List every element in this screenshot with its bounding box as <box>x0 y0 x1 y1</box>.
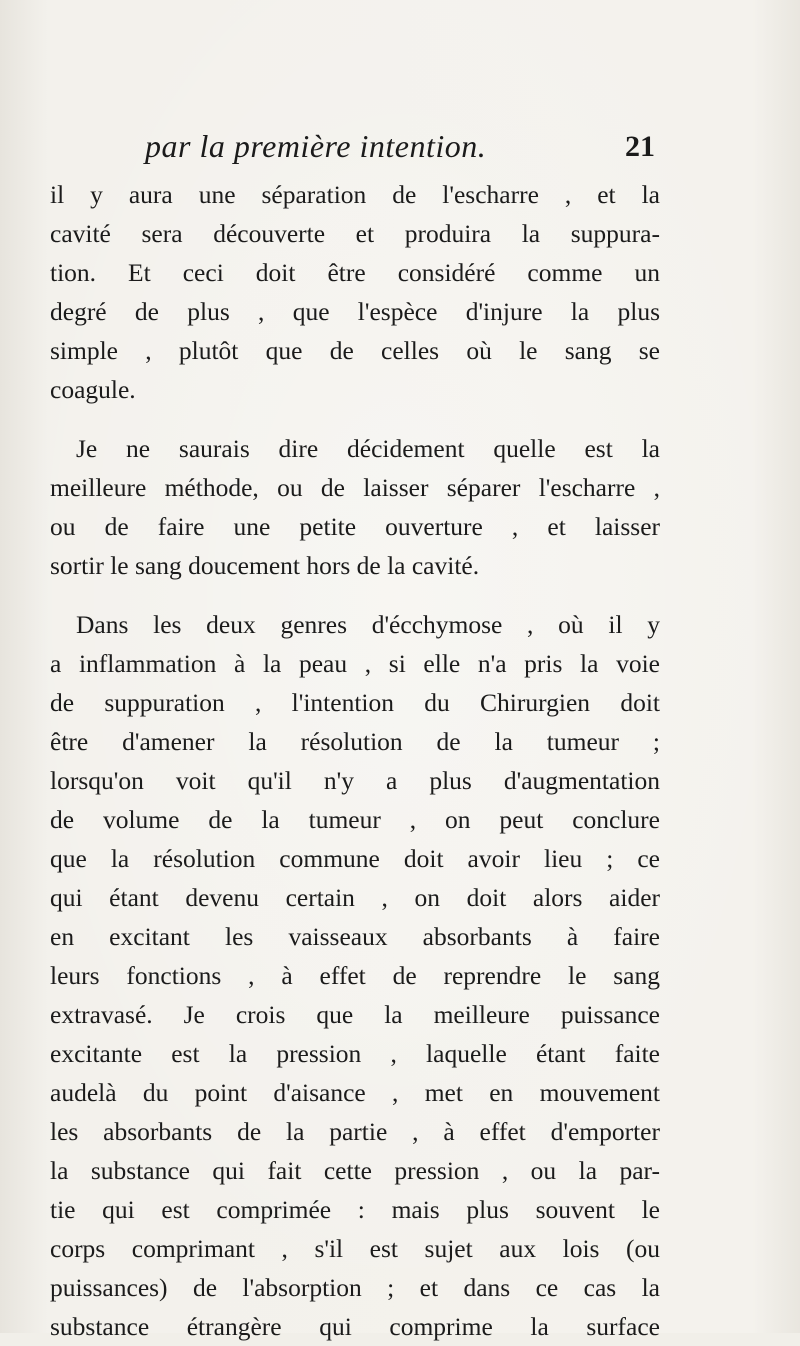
text-line: meilleure méthode, ou de laisser séparer l'escharre , <box>50 473 660 502</box>
text-line: excitante est la pression , laquelle étant faite <box>50 1039 660 1068</box>
text-line: puissances) de l'absorption ; et dans ce cas la <box>50 1273 660 1302</box>
text-line: Dans les deux genres d'écchymose , où il y <box>76 610 660 639</box>
body-text <box>50 175 660 1346</box>
text-line: être d'amener la résolution de la tumeur ; <box>50 727 660 756</box>
text-line: que la résolution commune doit avoir lieu ; ce <box>50 844 660 873</box>
text-line: degré de plus , que l'espèce d'injure la plus <box>50 297 660 326</box>
text-line: en excitant les vaisseaux absorbants à faire <box>50 922 660 951</box>
running-head <box>145 128 655 172</box>
text-line: de suppuration , l'intention du Chirurgien doit <box>50 688 660 717</box>
text-line: extravasé. Je crois que la meilleure puissance <box>50 1000 660 1029</box>
text-line: qui étant devenu certain , on doit alors aider <box>50 883 660 912</box>
text-line: leurs fonctions , à effet de reprendre le sang <box>50 961 660 990</box>
text-line: simple , plutôt que de celles où le sang se <box>50 336 660 365</box>
paragraph-gap <box>50 409 660 429</box>
paragraph-gap <box>50 585 660 605</box>
text-line: il y aura une séparation de l'escharre , et la <box>50 180 660 209</box>
text-line: a inflammation à la peau , si elle n'a pris la voie <box>50 649 660 678</box>
text-line: coagule. <box>50 375 136 404</box>
text-line: Je ne saurais dire décidement quelle est la <box>76 434 660 463</box>
text-line: lorsqu'on voit qu'il n'y a plus d'augmentation <box>50 766 660 795</box>
text-line: audelà du point d'aisance , met en mouvement <box>50 1078 660 1107</box>
text-line: les absorbants de la partie , à effet d'emporter <box>50 1117 660 1146</box>
text-line: corps comprimant , s'il est sujet aux lois (ou <box>50 1234 660 1263</box>
page-number: 21 <box>625 130 655 163</box>
text-line: la substance qui fait cette pression , ou la par- <box>50 1156 660 1185</box>
text-line: tion. Et ceci doit être considéré comme un <box>50 258 660 287</box>
running-title: par la première intention. <box>145 128 487 164</box>
text-line: de volume de la tumeur , on peut conclure <box>50 805 660 834</box>
text-line: substance étrangère qui comprime la surface <box>50 1312 660 1341</box>
text-line: cavité sera découverte et produira la suppura- <box>50 219 660 248</box>
text-line: ou de faire une petite ouverture , et laisser <box>50 512 660 541</box>
text-line: tie qui est comprimée : mais plus souvent le <box>50 1195 660 1224</box>
text-line: sortir le sang doucement hors de la cavité. <box>50 551 480 580</box>
